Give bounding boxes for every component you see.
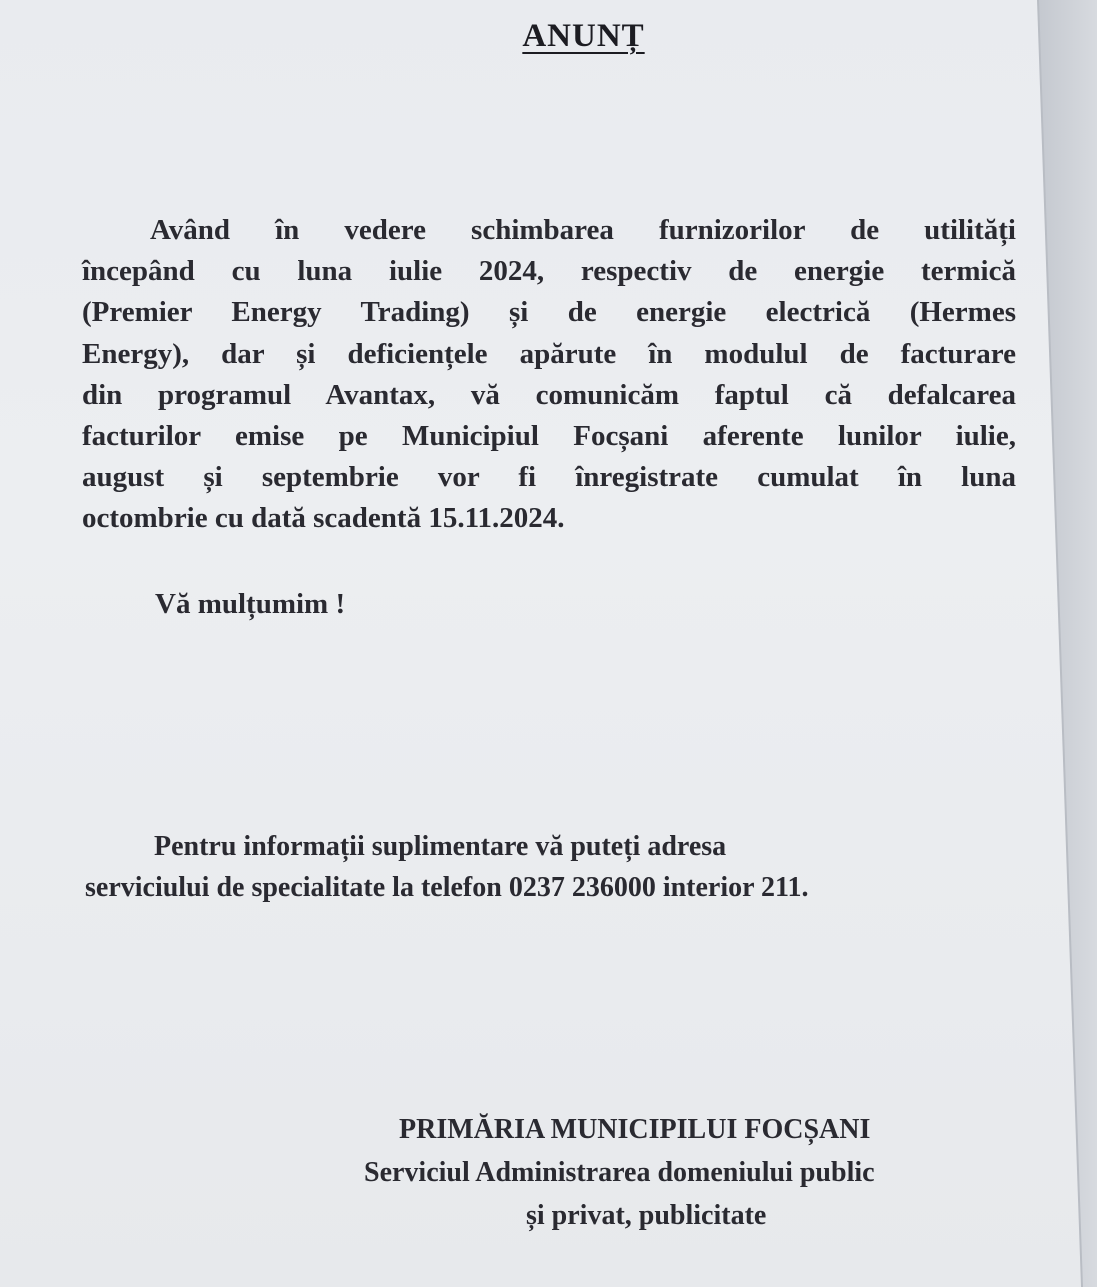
body-line: august și septembrie vor fi înregistrate cumulat în luna [82,461,1016,494]
contact-line: serviciului de specialitate la telefon 0237 236000 interior 211. [85,872,809,903]
signature-organization: PRIMĂRIA MUNICIPILUI FOCȘANI [399,1114,871,1145]
body-line: Energy), dar și deficiențele apărute în modulul de facturare [82,337,1016,370]
body-line: Având în vedere schimbarea furnizorilor de utilități [150,214,1016,246]
contact-info [82,826,809,908]
body-line: din programul Avantax, vă comunicăm faptul că defalcarea [82,378,1016,411]
contact-line: Pentru informații suplimentare vă puteți adresa [154,831,727,862]
body-line: facturilor emise pe Municipiul Focșani aferente lunilor iulie, [82,419,1016,452]
notice-body [82,210,1016,540]
body-line: octombrie cu dată scadentă 15.11.2024. [82,502,565,535]
body-line: începând cu luna iulie 2024, respectiv de energie termică [82,255,1016,288]
thanks-text: Vă mulțumim ! [155,588,346,620]
signature-department: Serviciul Administrarea domeniului public [364,1157,875,1188]
notice-title-text: ANUNȚ [522,18,645,54]
body-line: (Premier Energy Trading) și de energie electrică (Hermes [82,296,1016,329]
signature-department-continued: și privat, publicitate [526,1200,767,1231]
notice-title [0,18,1097,55]
signature-block [362,1108,1022,1237]
